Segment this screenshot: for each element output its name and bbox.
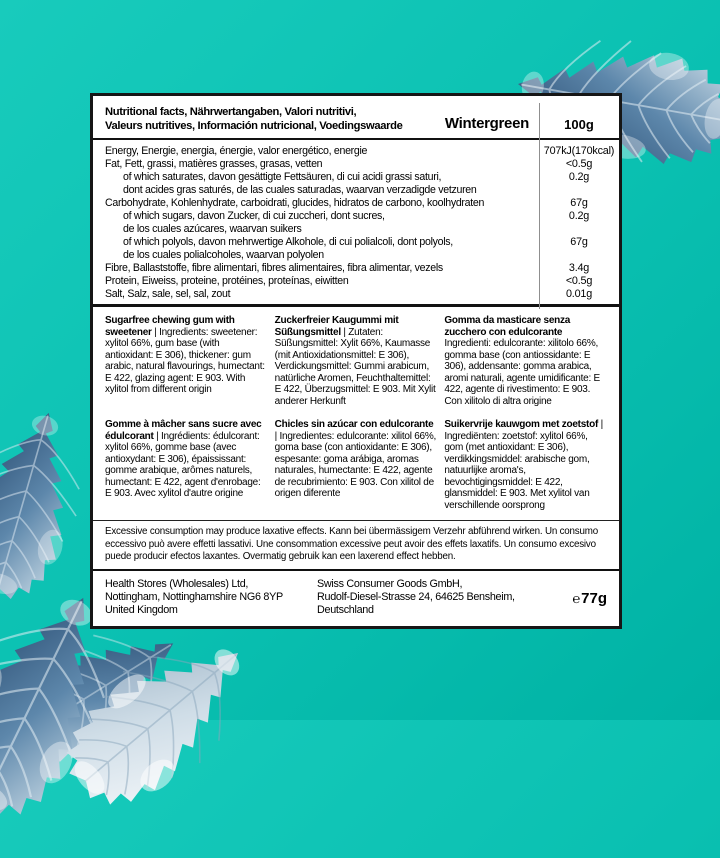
ingredients-text-it: Ingredienti: edulcorante: xilitolo 66%, gomma base (con antiossidante: E 306), addensante: gomma arabica, aromi naturali, agente umidificante: E 422, agente di rivestimento: E 903. Con xilitolo di altra origine <box>444 338 600 407</box>
table-row-polyols <box>93 236 619 262</box>
row-value: 67g <box>570 197 588 209</box>
manufacturer-line2: Rudolf-Diesel-Strasse 24, 64625 Bensheim, <box>317 590 515 603</box>
row-label: Fibre, Ballaststoffe, fibre alimentari, fibres alimentaires, fibra alimentar, vezels <box>105 262 443 274</box>
ingredients-block-de <box>275 315 438 407</box>
ingredients-text-en: | Ingredients: sweetener: xylitol 66%, gum base (with antioxidant: E 306), thickener: gum arabic, natural flavourings, humectant: E 422, glazing agent: E 903. With xylitol from different origin <box>105 326 265 395</box>
nutrition-label-panel <box>90 93 622 629</box>
manufacturer-address-de <box>317 578 533 618</box>
ingredients-block-it <box>444 315 607 407</box>
row-label: Energy, Energie, energia, énergie, valor energético, energie <box>105 145 368 157</box>
ingredients-block-en <box>105 315 268 407</box>
row-value: <0.5g <box>565 275 593 287</box>
row-value: 707kJ(170kcal) <box>543 145 615 157</box>
distributor-line3: United Kingdom <box>105 604 178 617</box>
row-label: of which saturates, davon gesättigte Fettsäuren, di cui acidi grassi saturi, <box>123 171 442 183</box>
row-label: Salt, Salz, sale, sel, sal, zout <box>105 288 231 300</box>
row-label-line2: de los cuales azúcares, waarvan suikers <box>123 223 302 235</box>
row-label: Fat, Fett, grassi, matières grasses, grasas, vetten <box>105 158 323 170</box>
net-weight <box>533 578 607 618</box>
product-name-it: Gomma da masticare senza zucchero con edulcorante <box>444 315 571 338</box>
estimated-sign: ℮ <box>572 590 581 606</box>
ingredients-text-nl: | Ingrediënten: zoetstof: xylitol 66%, gom (met antioxidant: E 306), verdikkingsmiddel: arabische gom, natuurlijke aroma's, bevochtigingsmiddel: E 422, glansmiddel: E 903. Met xylitol van verschillende oorsprong <box>444 419 603 511</box>
row-label: of which sugars, davon Zucker, di cui zuccheri, dont sucres, <box>123 210 385 222</box>
distributor-line1: Health Stores (Wholesales) Ltd, <box>105 577 249 590</box>
ingredients-block-fr <box>105 419 268 511</box>
row-label: of which polyols, davon mehrwertige Alkohole, di cui polialcoli, dont polyols, <box>123 236 453 248</box>
row-label: Protein, Eiweiss, proteine, protéines, proteínas, eiwitten <box>105 275 349 287</box>
product-name-es: Chicles sin azúcar con edulcorante <box>274 419 434 430</box>
table-row-protein <box>93 275 619 288</box>
row-label: Carbohydrate, Kohlenhydrate, carboidrati, glucides, hidratos de carbono, koolhydraten <box>105 197 485 209</box>
ingredients-section <box>93 307 619 521</box>
table-column-divider <box>539 103 540 309</box>
ingredients-text-fr: | Ingrédients: édulcorant: xylitol 66%, gomme base (avec antioxydant: E 306), épaississant: gomme arabique, arômes naturels, humectant: E 422, agent d'enrobage: E 903. Avec xylitol d'autre origine <box>105 430 261 499</box>
ingredients-block-nl <box>444 419 607 511</box>
product-name-de: Zuckerfreier Kaugummi mit Süßungsmittel <box>274 315 399 338</box>
row-value: 0.2g <box>568 171 590 183</box>
row-value: 0.2g <box>568 210 590 222</box>
row-value: 3.4g <box>568 262 590 274</box>
table-row-salt <box>93 288 619 301</box>
laxative-warning-text: Excessive consumption may produce laxative effects. Kann bei übermässigem Verzehr abführend wirken. Un consumo eccessivo può avere effetti lassativi. Une consommation excessive peut avoir des effets laxatifs. Un consumo excesivo puede producir efectos laxantes. Overmatig gebruik kan een laxerend effect hebben. <box>93 521 619 571</box>
flavor-name: Wintergreen <box>444 115 529 132</box>
net-weight-value: 77g <box>581 589 607 607</box>
product-name-nl: Suikervrije kauwgom met zoetstof <box>444 419 599 430</box>
row-value: 67g <box>570 236 588 248</box>
nutrition-table <box>93 140 619 307</box>
product-name-en: Sugarfree chewing gum with sweetener <box>105 315 235 338</box>
table-header <box>93 96 619 140</box>
nutrition-facts-title-line2: Valeurs nutritives, Información nutricional, Voedingswaarde <box>105 120 403 132</box>
nutrition-facts-title <box>93 105 445 133</box>
table-row-fibre <box>93 262 619 275</box>
ingredients-block-es <box>275 419 438 511</box>
row-label-line2: dont acides gras saturés, de las cuales saturadas, waarvan verzadigde vetzuren <box>123 184 477 196</box>
table-row-sugars <box>93 210 619 236</box>
manufacturer-line3: Deutschland <box>317 604 374 617</box>
table-row-fat <box>93 158 619 171</box>
ingredients-text-de: | Zutaten: Süßungsmittel: Xylit 66%, Kaumasse (mit Antioxidationsmittel: E 306), Verdickungsmittel: Gummi arabicum, natürliche Aromen, Feuchthaltemittel: E 422, Überzugsmittel: E 903. Mit Xylit anderer Herkunft <box>274 326 436 407</box>
table-row-saturates <box>93 171 619 197</box>
ingredients-text-es: | Ingredientes: edulcorante: xilitol 66%, goma base (con antioxidante: E 306), espesante: goma arábiga, aromas naturales, humectante: E 422, agente de recubrimiento: E 903. Con xilitol de origen diferente <box>274 430 436 499</box>
nutrition-facts-title-line1: Nutritional facts, Nährwertangaben, Valori nutritivi, <box>105 106 357 118</box>
manufacturer-line1: Swiss Consumer Goods GmbH, <box>317 577 463 590</box>
distributor-line2: Nottingham, Nottinghamshire NG6 8YP <box>105 590 283 603</box>
address-footer <box>93 571 619 618</box>
table-row-energy <box>93 145 619 158</box>
product-name-fr: Gomme à mâcher sans sucre avec édulcorant <box>105 419 262 442</box>
distributor-address-uk <box>105 578 317 618</box>
row-value: 0.01g <box>565 288 593 300</box>
table-row-carbohydrate <box>93 197 619 210</box>
column-header-100g: 100g <box>564 117 594 132</box>
row-label-line2: de los cuales polialcoholes, waarvan polyolen <box>123 249 324 261</box>
row-value: <0.5g <box>565 158 593 170</box>
